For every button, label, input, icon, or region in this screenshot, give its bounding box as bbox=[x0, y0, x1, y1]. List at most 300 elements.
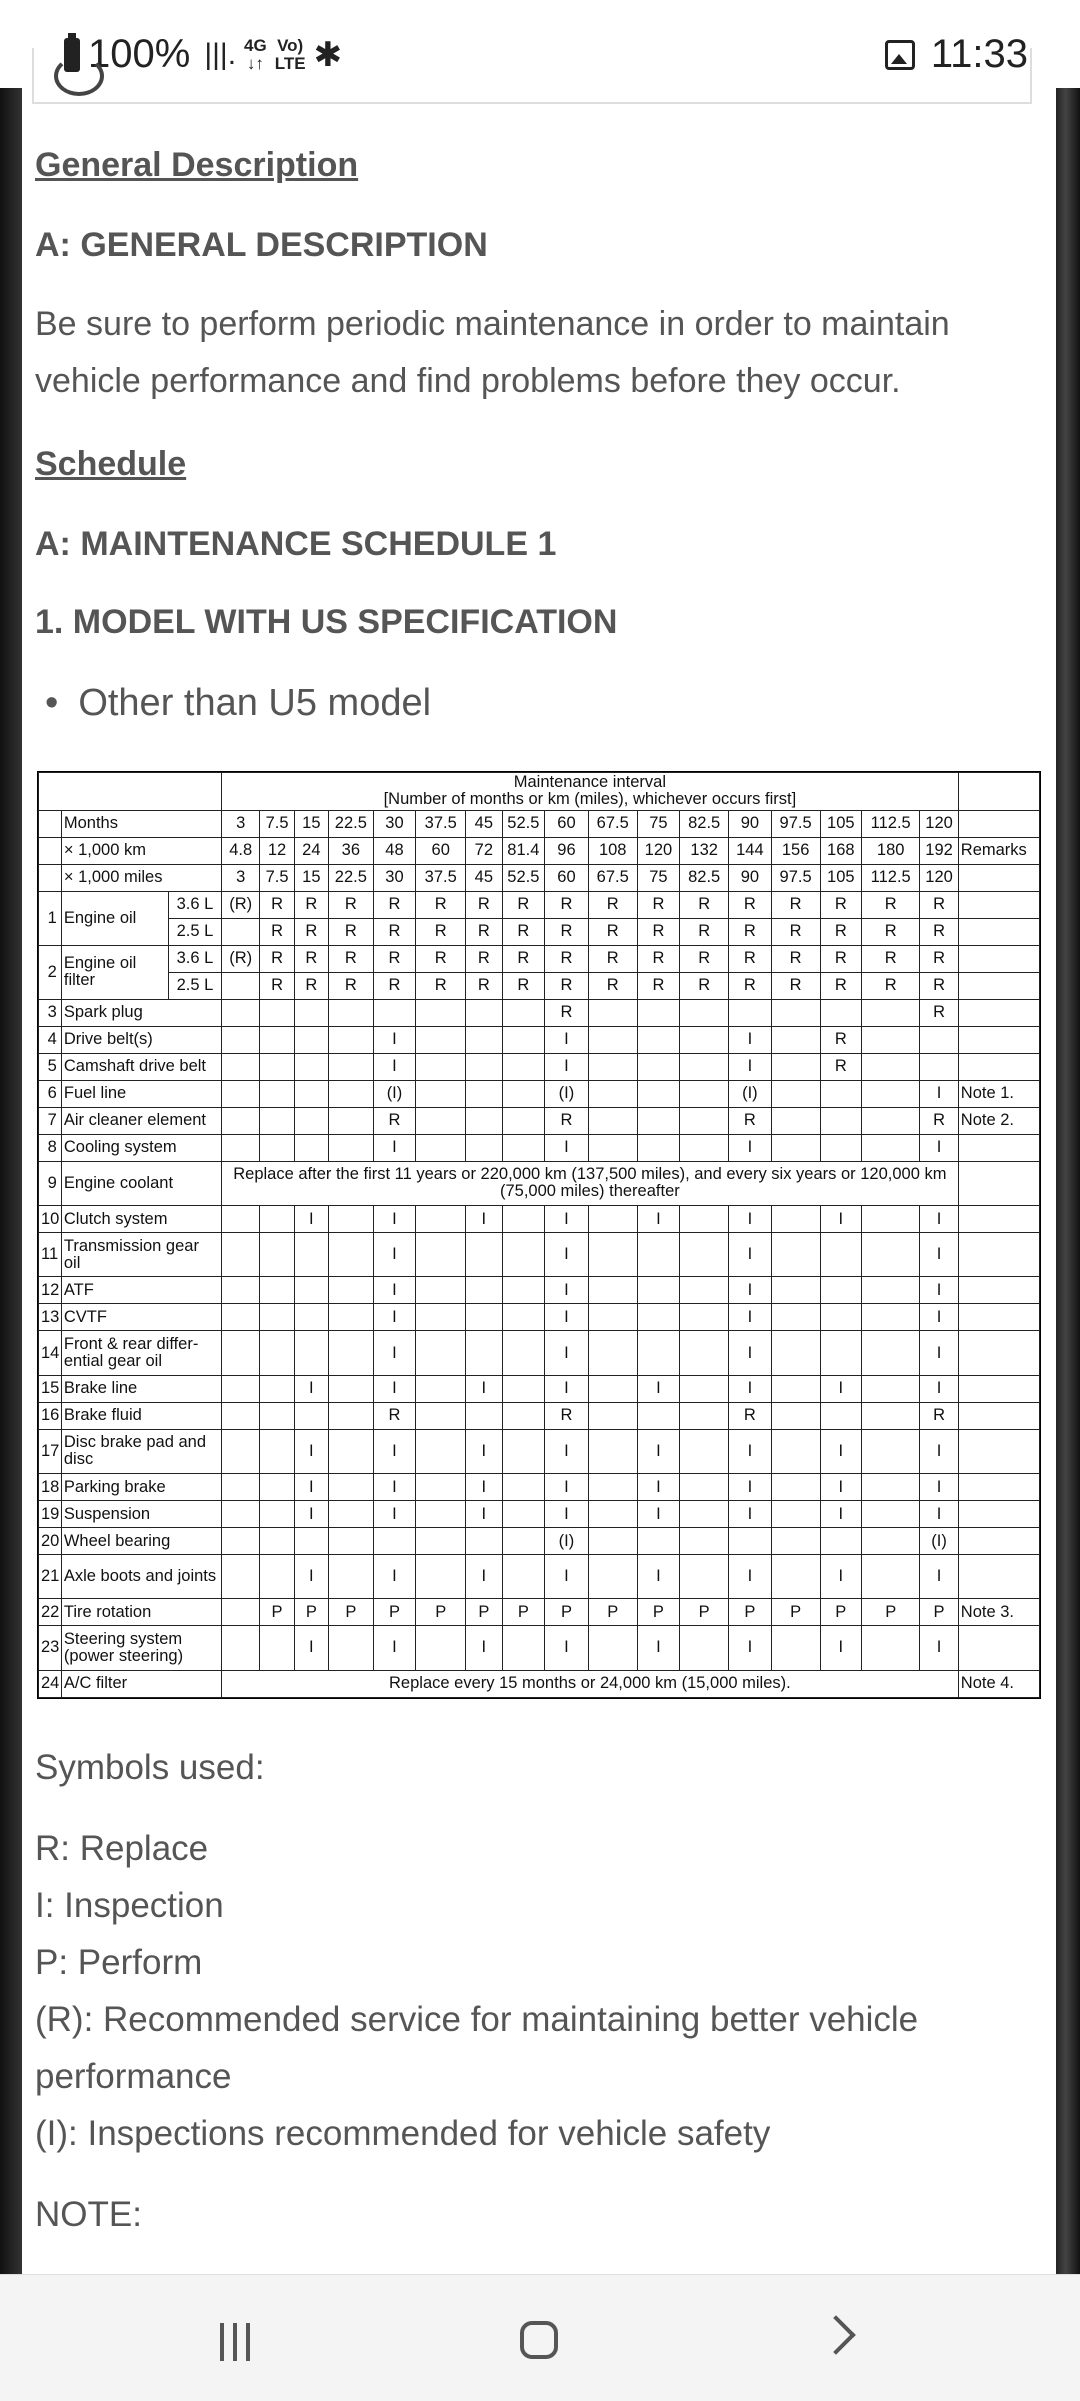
schedule-cell: R bbox=[466, 945, 502, 972]
schedule-cell bbox=[771, 1304, 820, 1331]
row-number: 23 bbox=[39, 1626, 62, 1670]
schedule-cell bbox=[820, 1233, 862, 1277]
schedule-cell: R bbox=[680, 972, 729, 999]
schedule-cell bbox=[328, 1026, 373, 1053]
item-name: Transmission gear oil bbox=[61, 1233, 221, 1277]
battery-percent: 100% bbox=[88, 32, 191, 76]
schedule-cell bbox=[588, 1626, 637, 1670]
schedule-cell: R bbox=[820, 945, 862, 972]
schedule-cell bbox=[466, 1107, 502, 1134]
schedule-cell: I bbox=[545, 1233, 589, 1277]
schedule-cell bbox=[328, 1134, 373, 1161]
schedule-cell bbox=[588, 1331, 637, 1375]
schedule-cell: I bbox=[373, 1277, 416, 1304]
schedule-cell: I bbox=[373, 1053, 416, 1080]
item-name: Parking brake bbox=[61, 1474, 221, 1501]
interval-value-cell: 15 bbox=[294, 864, 328, 891]
schedule-cell bbox=[221, 1501, 259, 1528]
schedule-cell bbox=[416, 1626, 466, 1670]
schedule-cell bbox=[373, 999, 416, 1026]
schedule-cell: R bbox=[545, 1107, 589, 1134]
schedule-cell bbox=[221, 1304, 259, 1331]
item-name: Wheel bearing bbox=[61, 1528, 221, 1555]
remark-cell bbox=[958, 1626, 1039, 1670]
schedule-cell: R bbox=[771, 945, 820, 972]
schedule-cell: I bbox=[294, 1206, 328, 1233]
schedule-cell: I bbox=[466, 1206, 502, 1233]
intro-paragraph: Be sure to perform periodic maintenance in order to maintain vehicle performance and find problems before they occur. bbox=[35, 305, 950, 400]
schedule-cell bbox=[416, 1107, 466, 1134]
schedule-cell bbox=[294, 1053, 328, 1080]
schedule-cell bbox=[221, 1555, 259, 1599]
schedule-cell bbox=[820, 1331, 862, 1375]
schedule-cell: R bbox=[637, 945, 680, 972]
interval-value-cell: 82.5 bbox=[680, 864, 729, 891]
navigation-bar bbox=[0, 2274, 1080, 2401]
item-name: Brake line bbox=[61, 1375, 221, 1402]
schedule-cell bbox=[221, 1599, 259, 1626]
table-row bbox=[39, 1026, 1040, 1053]
interval-value-cell: 15 bbox=[294, 810, 328, 837]
interval-value-cell: 30 bbox=[373, 864, 416, 891]
schedule-cell: I bbox=[637, 1429, 680, 1473]
schedule-cell: P bbox=[680, 1599, 729, 1626]
home-button[interactable] bbox=[520, 2321, 558, 2359]
model-heading: 1. MODEL WITH US SPECIFICATION bbox=[35, 603, 618, 641]
table-row bbox=[39, 945, 1040, 972]
row-number-cell bbox=[39, 810, 62, 837]
schedule-cell bbox=[920, 1053, 959, 1080]
schedule-cell: I bbox=[729, 1331, 772, 1375]
schedule-cell: R bbox=[637, 918, 680, 945]
symbol-perform: P: Perform bbox=[35, 1943, 203, 1982]
row-number: 14 bbox=[39, 1331, 62, 1375]
schedule-cell bbox=[221, 999, 259, 1026]
schedule-cell: I bbox=[545, 1331, 589, 1375]
schedule-cell: I bbox=[373, 1134, 416, 1161]
schedule-cell: I bbox=[920, 1304, 959, 1331]
schedule-cell: P bbox=[862, 1599, 920, 1626]
schedule-cell: R bbox=[729, 945, 772, 972]
table-miles-row bbox=[39, 864, 1040, 891]
schedule-cell bbox=[920, 1026, 959, 1053]
schedule-cell bbox=[680, 1134, 729, 1161]
schedule-cell bbox=[466, 1053, 502, 1080]
schedule-cell: I bbox=[820, 1375, 862, 1402]
schedule-cell bbox=[588, 1555, 637, 1599]
interval-value-cell: 168 bbox=[820, 837, 862, 864]
schedule-cell bbox=[862, 1080, 920, 1107]
item-name: Engine oil filter bbox=[61, 945, 168, 999]
schedule-cell: I bbox=[466, 1555, 502, 1599]
maintenance-schedule-table-image[interactable] bbox=[37, 771, 1041, 1699]
schedule-cell: R bbox=[920, 918, 959, 945]
remark-cell bbox=[958, 972, 1039, 999]
schedule-cell: R bbox=[373, 891, 416, 918]
schedule-cell: I bbox=[545, 1206, 589, 1233]
interval-value-cell: 90 bbox=[729, 864, 772, 891]
schedule-cell bbox=[729, 1528, 772, 1555]
interval-value-cell: 90 bbox=[729, 810, 772, 837]
schedule-cell: R bbox=[729, 918, 772, 945]
schedule-cell bbox=[680, 1304, 729, 1331]
schedule-cell: R bbox=[545, 945, 589, 972]
schedule-cell: I bbox=[920, 1134, 959, 1161]
table-row bbox=[39, 1670, 1040, 1697]
interval-value-cell: 60 bbox=[545, 810, 589, 837]
table-row bbox=[39, 1331, 1040, 1375]
remark-cell bbox=[958, 891, 1039, 918]
schedule-cell bbox=[294, 1402, 328, 1429]
network-4g-icon: 4G ↓↑ bbox=[244, 35, 267, 73]
table-row bbox=[39, 1304, 1040, 1331]
article-page[interactable] bbox=[22, 88, 1056, 2274]
schedule-cell bbox=[502, 1375, 545, 1402]
row-number: 19 bbox=[39, 1501, 62, 1528]
interval-value-cell: 36 bbox=[328, 837, 373, 864]
schedule-cell bbox=[862, 1474, 920, 1501]
schedule-cell: R bbox=[502, 945, 545, 972]
schedule-cell: I bbox=[920, 1080, 959, 1107]
schedule-cell: R bbox=[862, 891, 920, 918]
schedule-cell: I bbox=[545, 1134, 589, 1161]
interval-value-cell: 30 bbox=[373, 810, 416, 837]
schedule-cell bbox=[260, 1206, 294, 1233]
row-number: 18 bbox=[39, 1474, 62, 1501]
schedule-cell: I bbox=[637, 1501, 680, 1528]
schedule-cell: (I) bbox=[373, 1080, 416, 1107]
schedule-cell bbox=[466, 1402, 502, 1429]
table-row bbox=[39, 1474, 1040, 1501]
schedule-cell: I bbox=[373, 1474, 416, 1501]
schedule-cell bbox=[771, 1107, 820, 1134]
schedule-cell bbox=[771, 1528, 820, 1555]
schedule-cell: R bbox=[637, 891, 680, 918]
schedule-cell: P bbox=[294, 1599, 328, 1626]
schedule-cell: R bbox=[820, 918, 862, 945]
table-row bbox=[39, 1528, 1040, 1555]
background-left-edge bbox=[0, 88, 22, 2274]
signal-icon: |||. bbox=[204, 37, 237, 71]
schedule-cell bbox=[771, 1134, 820, 1161]
interval-value-cell: 156 bbox=[771, 837, 820, 864]
schedule-cell bbox=[862, 1501, 920, 1528]
schedule-cell bbox=[221, 1528, 259, 1555]
maintenance-schedule-heading: A: MAINTENANCE SCHEDULE 1 bbox=[35, 525, 557, 563]
schedule-cell: I bbox=[729, 1134, 772, 1161]
schedule-cell bbox=[328, 1304, 373, 1331]
schedule-cell: I bbox=[466, 1626, 502, 1670]
schedule-cell: P bbox=[373, 1599, 416, 1626]
item-name: Suspension bbox=[61, 1501, 221, 1528]
table-row bbox=[39, 1277, 1040, 1304]
interval-value-cell: 60 bbox=[545, 864, 589, 891]
schedule-cell: R bbox=[294, 945, 328, 972]
schedule-cell: R bbox=[502, 891, 545, 918]
table-row bbox=[39, 1555, 1040, 1599]
interval-value-cell: 97.5 bbox=[771, 864, 820, 891]
remark-cell bbox=[958, 918, 1039, 945]
spanning-instruction: Replace every 15 months or 24,000 km (15,000 miles). bbox=[221, 1670, 958, 1697]
schedule-cell bbox=[328, 1107, 373, 1134]
schedule-cell: I bbox=[729, 1304, 772, 1331]
remark-cell bbox=[958, 1555, 1039, 1599]
schedule-cell: R bbox=[328, 891, 373, 918]
schedule-cell bbox=[416, 1304, 466, 1331]
schedule-cell bbox=[637, 1026, 680, 1053]
table-row bbox=[39, 1626, 1040, 1670]
schedule-cell: R bbox=[373, 1402, 416, 1429]
schedule-cell: I bbox=[545, 1626, 589, 1670]
schedule-cell: R bbox=[294, 972, 328, 999]
schedule-cell bbox=[260, 1304, 294, 1331]
schedule-cell: (I) bbox=[545, 1080, 589, 1107]
schedule-cell: I bbox=[545, 1375, 589, 1402]
schedule-cell: I bbox=[373, 1555, 416, 1599]
schedule-cell bbox=[328, 1528, 373, 1555]
schedule-cell: P bbox=[502, 1599, 545, 1626]
interval-unit-label: × 1,000 km bbox=[61, 837, 221, 864]
interval-value-cell: 45 bbox=[466, 810, 502, 837]
schedule-cell: R bbox=[545, 999, 589, 1026]
schedule-cell: R bbox=[260, 918, 294, 945]
schedule-cell bbox=[771, 1555, 820, 1599]
schedule-cell bbox=[680, 1528, 729, 1555]
schedule-cell: R bbox=[820, 972, 862, 999]
note-label: NOTE: bbox=[35, 2195, 142, 2234]
schedule-cell: I bbox=[373, 1375, 416, 1402]
background-right-edge bbox=[1056, 88, 1080, 2274]
table-body bbox=[39, 773, 1040, 1698]
schedule-cell bbox=[294, 1107, 328, 1134]
row-number: 6 bbox=[39, 1080, 62, 1107]
interval-value-cell: 22.5 bbox=[328, 810, 373, 837]
schedule-cell: I bbox=[466, 1375, 502, 1402]
schedule-cell: P bbox=[466, 1599, 502, 1626]
schedule-cell: I bbox=[820, 1501, 862, 1528]
schedule-cell bbox=[680, 1053, 729, 1080]
schedule-cell bbox=[588, 1080, 637, 1107]
interval-value-cell: 3 bbox=[221, 810, 259, 837]
remark-cell bbox=[958, 1528, 1039, 1555]
schedule-cell bbox=[588, 1233, 637, 1277]
remark-cell bbox=[958, 945, 1039, 972]
schedule-cell bbox=[588, 1304, 637, 1331]
schedule-cell bbox=[260, 1429, 294, 1473]
schedule-cell bbox=[260, 1331, 294, 1375]
schedule-cell bbox=[328, 1626, 373, 1670]
schedule-link[interactable]: Schedule bbox=[35, 445, 187, 483]
schedule-cell bbox=[862, 1528, 920, 1555]
schedule-cell: I bbox=[373, 1206, 416, 1233]
row-number: 7 bbox=[39, 1107, 62, 1134]
recents-icon-bar bbox=[233, 2323, 237, 2361]
model-bullet: • Other than U5 model bbox=[45, 682, 431, 725]
schedule-cell: R bbox=[260, 972, 294, 999]
schedule-cell: R bbox=[771, 918, 820, 945]
bluetooth-icon: ✱ bbox=[313, 35, 343, 74]
schedule-cell bbox=[260, 999, 294, 1026]
schedule-cell bbox=[260, 1375, 294, 1402]
schedule-cell bbox=[680, 1402, 729, 1429]
remark-cell bbox=[958, 1331, 1039, 1375]
schedule-cell bbox=[260, 1053, 294, 1080]
schedule-cell: R bbox=[294, 918, 328, 945]
schedule-cell bbox=[862, 1206, 920, 1233]
interval-value-cell: 112.5 bbox=[862, 810, 920, 837]
table-km-row bbox=[39, 837, 1040, 864]
schedule-cell bbox=[588, 1134, 637, 1161]
item-name: Tire rotation bbox=[61, 1599, 221, 1626]
table-row bbox=[39, 1161, 1040, 1205]
schedule-cell bbox=[221, 918, 259, 945]
interval-value-cell: 67.5 bbox=[588, 810, 637, 837]
schedule-cell bbox=[466, 1331, 502, 1375]
schedule-cell bbox=[416, 1233, 466, 1277]
remark-cell bbox=[958, 1134, 1039, 1161]
table-row bbox=[39, 918, 1040, 945]
interval-value-cell: 22.5 bbox=[328, 864, 373, 891]
schedule-cell bbox=[260, 1626, 294, 1670]
item-name: ATF bbox=[61, 1277, 221, 1304]
schedule-cell bbox=[260, 1134, 294, 1161]
schedule-cell bbox=[588, 1402, 637, 1429]
schedule-cell: I bbox=[920, 1626, 959, 1670]
symbol-replace: R: Replace bbox=[35, 1829, 209, 1868]
item-name: Disc brake pad and disc bbox=[61, 1429, 221, 1473]
schedule-cell bbox=[588, 1429, 637, 1473]
schedule-cell bbox=[328, 1053, 373, 1080]
recents-button[interactable] bbox=[220, 2323, 260, 2361]
schedule-cell: I bbox=[294, 1501, 328, 1528]
schedule-cell: I bbox=[920, 1233, 959, 1277]
schedule-cell: I bbox=[920, 1501, 959, 1528]
schedule-cell: R bbox=[862, 918, 920, 945]
schedule-cell: I bbox=[729, 1626, 772, 1670]
schedule-cell bbox=[416, 1528, 466, 1555]
schedule-cell bbox=[862, 1134, 920, 1161]
schedule-cell bbox=[502, 999, 545, 1026]
schedule-cell bbox=[588, 1501, 637, 1528]
interval-value-cell: 82.5 bbox=[680, 810, 729, 837]
schedule-cell: R bbox=[373, 972, 416, 999]
schedule-cell bbox=[820, 1134, 862, 1161]
schedule-cell bbox=[680, 1107, 729, 1134]
item-name: Cooling system bbox=[61, 1134, 221, 1161]
interval-value-cell: 108 bbox=[588, 837, 637, 864]
schedule-cell bbox=[416, 1402, 466, 1429]
remark-cell bbox=[958, 1053, 1039, 1080]
recents-icon-bar bbox=[246, 2323, 250, 2361]
remarks-header-top bbox=[958, 773, 1039, 811]
schedule-cell: I bbox=[373, 1233, 416, 1277]
schedule-cell bbox=[260, 1107, 294, 1134]
schedule-cell: R bbox=[920, 945, 959, 972]
remark-cell bbox=[958, 1402, 1039, 1429]
table-header-row bbox=[39, 773, 1040, 811]
interval-value-cell: 37.5 bbox=[416, 864, 466, 891]
schedule-cell: I bbox=[920, 1474, 959, 1501]
schedule-cell bbox=[502, 1026, 545, 1053]
schedule-cell: I bbox=[373, 1501, 416, 1528]
schedule-cell: R bbox=[588, 891, 637, 918]
schedule-cell bbox=[416, 1501, 466, 1528]
general-description-link[interactable]: General Description bbox=[35, 146, 359, 184]
schedule-cell: P bbox=[416, 1599, 466, 1626]
table-row bbox=[39, 1233, 1040, 1277]
schedule-cell bbox=[771, 1501, 820, 1528]
schedule-cell bbox=[221, 1626, 259, 1670]
schedule-cell bbox=[588, 1026, 637, 1053]
schedule-cell: R bbox=[680, 891, 729, 918]
schedule-cell: R bbox=[588, 918, 637, 945]
schedule-cell bbox=[637, 999, 680, 1026]
remark-cell bbox=[958, 1474, 1039, 1501]
schedule-cell bbox=[466, 1528, 502, 1555]
schedule-cell bbox=[502, 1501, 545, 1528]
interval-value-cell: 112.5 bbox=[862, 864, 920, 891]
schedule-cell bbox=[588, 1206, 637, 1233]
schedule-cell bbox=[260, 1233, 294, 1277]
schedule-cell bbox=[637, 1233, 680, 1277]
symbols-title: Symbols used: bbox=[35, 1748, 265, 1787]
item-name: CVTF bbox=[61, 1304, 221, 1331]
interval-value-cell: 72 bbox=[466, 837, 502, 864]
item-name: Camshaft drive belt bbox=[61, 1053, 221, 1080]
schedule-cell: I bbox=[920, 1429, 959, 1473]
schedule-cell: I bbox=[466, 1429, 502, 1473]
schedule-cell: I bbox=[920, 1206, 959, 1233]
schedule-cell: P bbox=[820, 1599, 862, 1626]
item-name: Spark plug bbox=[61, 999, 221, 1026]
row-number: 11 bbox=[39, 1233, 62, 1277]
item-name: Front & rear differ-ential gear oil bbox=[61, 1331, 221, 1375]
schedule-cell bbox=[771, 1233, 820, 1277]
schedule-cell bbox=[588, 999, 637, 1026]
table-months-row bbox=[39, 810, 1040, 837]
schedule-cell: R bbox=[416, 891, 466, 918]
back-button[interactable] bbox=[816, 2315, 856, 2355]
schedule-cell: R bbox=[545, 918, 589, 945]
interval-value-cell: 37.5 bbox=[416, 810, 466, 837]
schedule-cell bbox=[328, 1331, 373, 1375]
row-number: 13 bbox=[39, 1304, 62, 1331]
remarks-header: Remarks bbox=[958, 837, 1039, 864]
remark-cell bbox=[958, 1233, 1039, 1277]
schedule-cell bbox=[416, 1277, 466, 1304]
table-row bbox=[39, 1080, 1040, 1107]
schedule-cell: R bbox=[328, 918, 373, 945]
schedule-cell bbox=[820, 1402, 862, 1429]
table-corner-cell bbox=[39, 773, 222, 811]
schedule-cell bbox=[680, 999, 729, 1026]
schedule-cell bbox=[416, 999, 466, 1026]
schedule-cell bbox=[820, 1107, 862, 1134]
schedule-cell: I bbox=[294, 1626, 328, 1670]
table-row bbox=[39, 891, 1040, 918]
interval-value-cell: 144 bbox=[729, 837, 772, 864]
schedule-cell: R bbox=[862, 945, 920, 972]
schedule-cell bbox=[328, 1402, 373, 1429]
schedule-cell bbox=[588, 1053, 637, 1080]
schedule-cell bbox=[820, 1528, 862, 1555]
maintenance-table bbox=[38, 772, 1040, 1698]
schedule-cell bbox=[221, 1331, 259, 1375]
schedule-cell bbox=[502, 1053, 545, 1080]
schedule-cell: R bbox=[545, 891, 589, 918]
schedule-cell: R bbox=[416, 918, 466, 945]
schedule-cell: R bbox=[820, 891, 862, 918]
